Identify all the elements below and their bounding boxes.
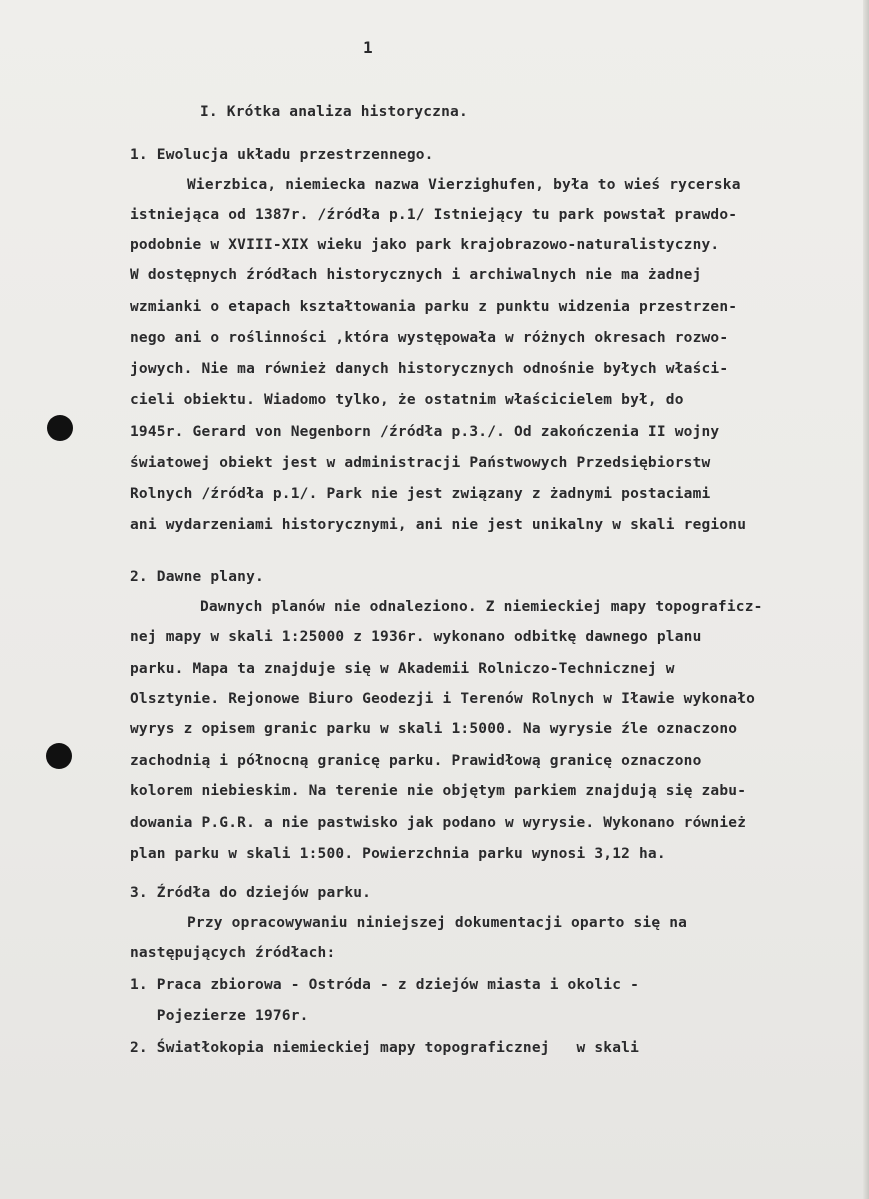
text-line: wyrys z opisem granic parku w skali 1:5000. Na wyrysie źle oznaczono [130,721,738,737]
text-line: 1945r. Gerard von Negenborn /źródła p.3./. Od zakończenia II wojny [130,424,720,440]
text-line: wzmianki o etapach kształtowania parku z punktu widzenia przestrzen- [130,299,738,315]
text-line: Przy opracowywaniu niniejszej dokumentacji oparto się na [187,915,688,931]
text-line: Rolnych /źródła p.1/. Park nie jest związany z żadnymi postaciami [130,486,711,502]
text-line: parku. Mapa ta znajduje się w Akademii Rolniczo-Technicznej w [130,661,675,677]
section-1-title: 1. Ewolucja układu przestrzennego. [130,147,434,163]
section-3-title: 3. Źródła do dziejów parku. [130,885,372,901]
text-line: Olsztynie. Rejonowe Biuro Geodezji i Terenów Rolnych w Iławie wykonało [130,691,756,707]
text-line: zachodnią i północną granicę parku. Prawidłową granicę oznaczono [130,753,702,769]
text-line: podobnie w XVIII-XIX wieku jako park krajobrazowo-naturalistyczny. [130,237,720,253]
text-line: następujących źródłach: [130,945,336,961]
punch-hole-top [47,415,73,441]
text-line: Wierzbica, niemiecka nazwa Vierzighufen, była to wieś rycerska [187,177,741,193]
page-edge [863,0,869,1199]
source-list-item-continued: Pojezierze 1976r. [130,1008,309,1024]
text-line: światowej obiekt jest w administracji Państwowych Przedsiębiorstw [130,455,711,471]
source-list-item: 2. Światłokopia niemieckiej mapy topograficznej w skali [130,1040,639,1056]
text-line: plan parku w skali 1:500. Powierzchnia parku wynosi 3,12 ha. [130,846,666,862]
document-heading: I. Krótka analiza historyczna. [200,104,468,120]
text-line: ani wydarzeniami historycznymi, ani nie jest unikalny w skali regionu [130,517,747,533]
text-line: nego ani o roślinności ,która występowała w różnych okresach rozwo- [130,330,729,346]
source-list-item: 1. Praca zbiorowa - Ostróda - z dziejów miasta i okolic - [130,977,639,993]
text-line: cieli obiektu. Wiadomo tylko, że ostatnim właścicielem był, do [130,392,684,408]
text-line: jowych. Nie ma również danych historycznych odnośnie byłych właści- [130,361,729,377]
text-line: nej mapy w skali 1:25000 z 1936r. wykonano odbitkę dawnego planu [130,629,702,645]
section-2-title: 2. Dawne plany. [130,569,264,585]
text-line: W dostępnych źródłach historycznych i archiwalnych nie ma żadnej [130,267,702,283]
text-line: Dawnych planów nie odnaleziono. Z niemieckiej mapy topograficz- [200,599,763,615]
text-line: dowania P.G.R. a nie pastwisko jak podano w wyrysie. Wykonano również [130,815,747,831]
text-line: kolorem niebieskim. Na terenie nie objętym parkiem znajdują się zabu- [130,783,747,799]
page-number: 1 [363,38,373,57]
text-line: istniejąca od 1387r. /źródła p.1/ Istniejący tu park powstał prawdo- [130,207,738,223]
punch-hole-bottom [46,743,72,769]
